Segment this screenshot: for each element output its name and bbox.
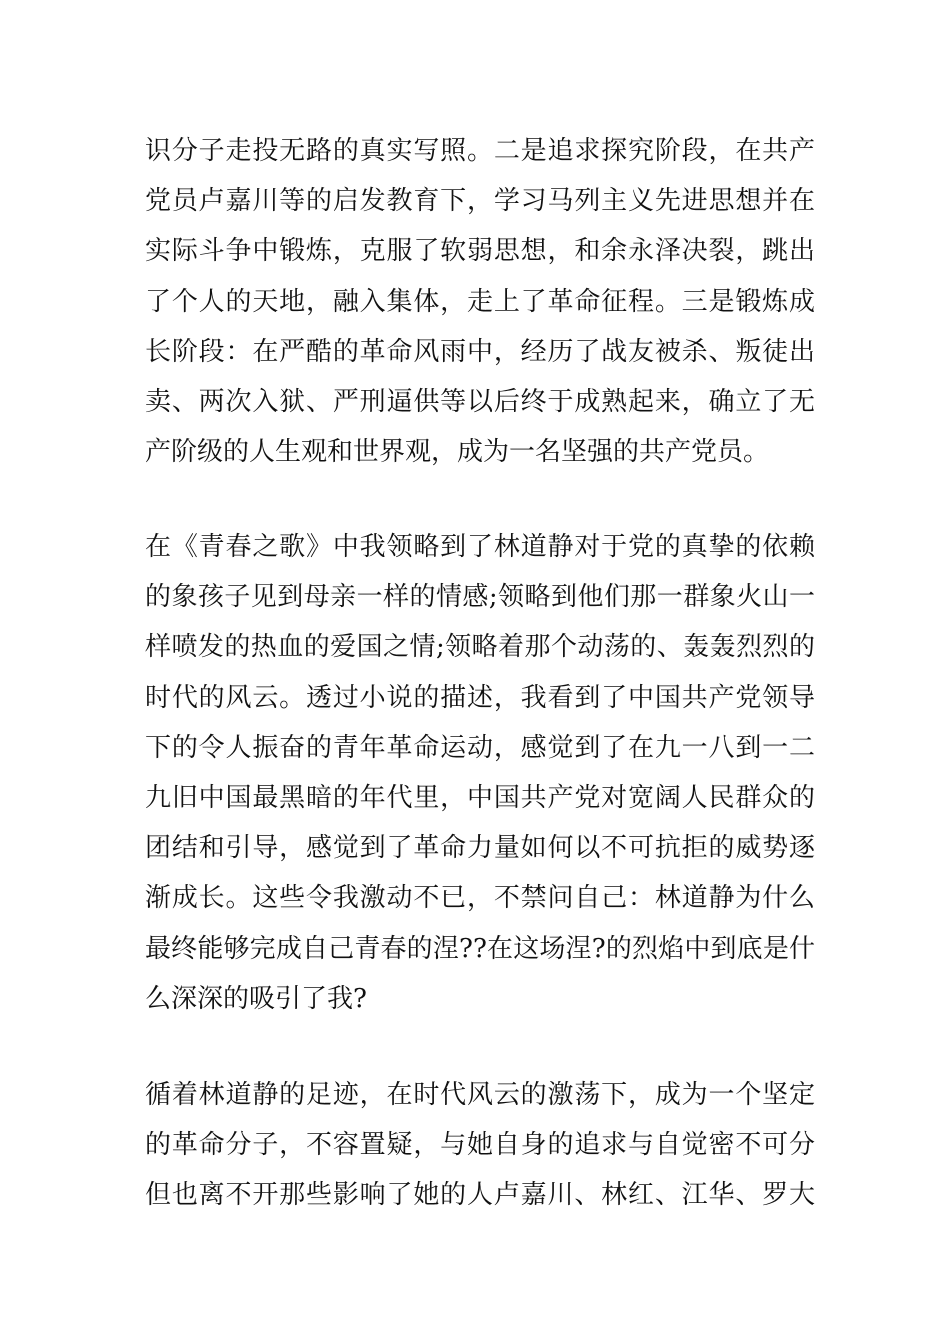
- paragraph-1: [145, 126, 815, 477]
- paragraph-line: 党员卢嘉川等的启发教育下，学习马列主义先进思想并在: [145, 186, 815, 217]
- paragraph-line: 识分子走投无路的真实写照。二是追求探究阶段，在共产: [145, 136, 815, 166]
- paragraph-line: 么深深的吸引了我?: [145, 983, 367, 1014]
- paragraph-line: 的革命分子，不容置疑，与她自身的追求与自觉密不可分: [145, 1130, 815, 1161]
- paragraph-line: 产阶级的人生观和世界观，成为一名坚强的共产党员。: [145, 437, 770, 468]
- paragraph-line: 团结和引导，感觉到了革命力量如何以不可抗拒的威势逐: [145, 833, 815, 864]
- paragraph-line: 九旧中国最黑暗的年代里，中国共产党对宽阔人民群众的: [145, 782, 815, 813]
- paragraph-line: 样喷发的热血的爱国之情;领略着那个动荡的、轰轰烈烈的: [145, 632, 815, 663]
- paragraph-line: 最终能够完成自己青春的涅??在这场涅?的烈焰中到底是什: [145, 933, 815, 964]
- paragraph-line: 时代的风云。透过小说的描述，我看到了中国共产党领导: [145, 682, 815, 713]
- paragraph-line: 渐成长。这些令我激动不已，不禁问自己：林道静为什么: [145, 883, 815, 914]
- paragraph-line: 卖、两次入狱、严刑逼供等以后终于成熟起来，确立了无: [145, 386, 815, 417]
- paragraph-line: 长阶段：在严酷的革命风雨中，经历了战友被杀、叛徒出: [145, 336, 815, 367]
- paragraph-2: [145, 522, 815, 1024]
- paragraph-line: 实际斗争中锻炼，克服了软弱思想，和余永泽决裂，跳出: [145, 236, 815, 267]
- paragraph-3: [145, 1070, 815, 1221]
- paragraph-line: 但也离不开那些影响了她的人卢嘉川、林红、江华、罗大: [145, 1180, 815, 1211]
- paragraph-line: 在《青春之歌》中我领略到了林道静对于党的真挚的依赖: [145, 532, 815, 562]
- paragraph-line: 下的令人振奋的青年革命运动，感觉到了在九一八到一二: [145, 732, 815, 763]
- paragraph-line: 循着林道静的足迹，在时代风云的激荡下，成为一个坚定: [145, 1080, 815, 1110]
- paragraph-line: 的象孩子见到母亲一样的情感;领略到他们那一群象火山一: [145, 582, 815, 613]
- paragraph-line: 了个人的天地，融入集体，走上了革命征程。三是锻炼成: [145, 286, 815, 317]
